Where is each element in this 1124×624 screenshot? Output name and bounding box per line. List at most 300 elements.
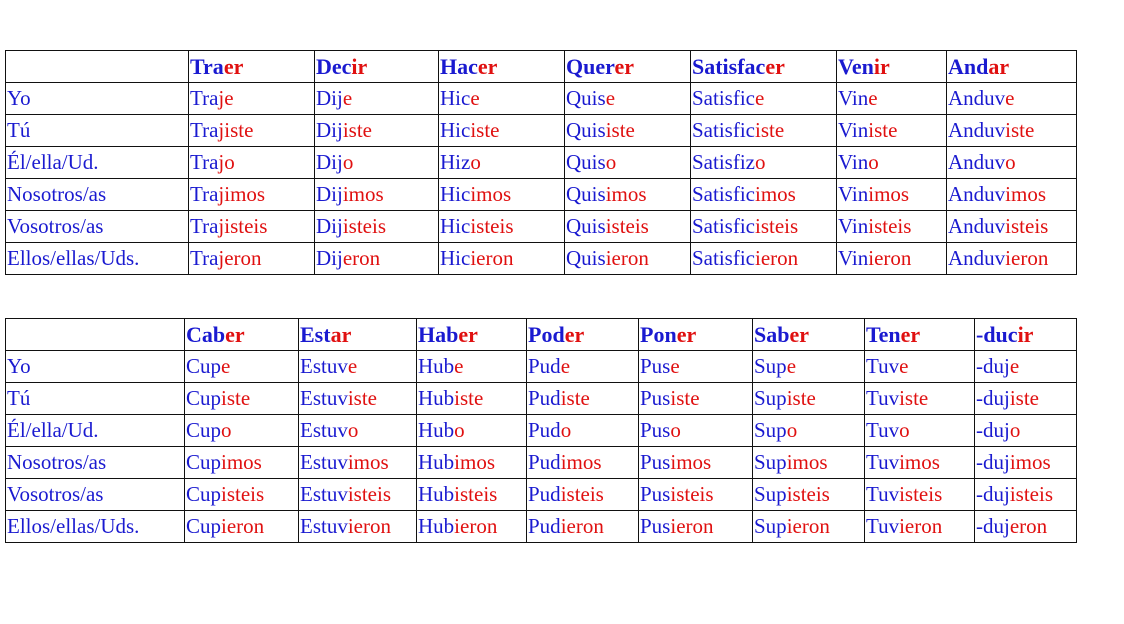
conjugation-cell: [185, 383, 299, 415]
conjugation-cell: [837, 147, 947, 179]
form-ending: eron: [342, 246, 381, 270]
form-stem: Hub: [418, 354, 455, 378]
conjugation-cell: [439, 179, 565, 211]
form-ending: isteis: [605, 214, 649, 238]
form-ending: iste: [560, 386, 590, 410]
infinitive-stem: Ten: [866, 322, 901, 347]
form-ending: iste: [670, 386, 700, 410]
form-stem: Cup: [186, 418, 222, 442]
form-stem: Vin: [838, 246, 869, 270]
pronoun-cell: Yo: [6, 83, 189, 115]
infinitive-ending: ir: [351, 54, 368, 79]
infinitive-stem: Pon: [640, 322, 677, 347]
form-ending: iste: [221, 386, 251, 410]
form-stem: Tra: [190, 150, 219, 174]
form-stem: Estuv: [300, 418, 348, 442]
form-ending: isteis: [470, 214, 514, 238]
preterite-table-1: [5, 50, 1077, 275]
form-stem: Quis: [566, 246, 606, 270]
conjugation-cell: [185, 415, 299, 447]
form-stem: Vin: [838, 86, 869, 110]
pronoun-cell: Ellos/ellas/Uds.: [6, 243, 189, 275]
form-ending: iste: [342, 118, 373, 142]
form-ending: ieron: [560, 514, 604, 538]
preterite-table-2: [5, 318, 1077, 543]
conjugation-cell: [189, 179, 315, 211]
form-stem: Hub: [418, 450, 455, 474]
form-stem: Sup: [754, 418, 787, 442]
form-stem: Satisfic: [692, 86, 755, 110]
form-stem: Tuv: [866, 386, 900, 410]
verb-header-cell: [639, 319, 753, 351]
table-row: [6, 511, 1077, 543]
conjugation-cell: [975, 511, 1077, 543]
form-stem: Sup: [754, 450, 787, 474]
conjugation-cell: [975, 415, 1077, 447]
infinitive-stem: Satisfac: [692, 54, 766, 79]
form-stem: Estuv: [300, 514, 348, 538]
conjugation-cell: [527, 415, 639, 447]
conjugation-cell: [189, 83, 315, 115]
form-stem: Anduv: [948, 118, 1006, 142]
form-ending: eron: [1009, 514, 1048, 538]
form-ending: jiste: [218, 118, 254, 142]
verb-header-cell: [753, 319, 865, 351]
conjugation-cell: [865, 351, 975, 383]
conjugation-cell: [439, 83, 565, 115]
conjugation-cell: [947, 243, 1077, 275]
form-ending: o: [605, 150, 617, 174]
verb-header-cell: [865, 319, 975, 351]
form-ending: ieron: [899, 514, 943, 538]
form-ending: iste: [1005, 118, 1035, 142]
infinitive-stem: -duc: [976, 322, 1018, 347]
form-ending: e: [868, 86, 878, 110]
form-ending: imos: [670, 450, 712, 474]
form-ending: e: [755, 86, 765, 110]
verb-header-cell: [837, 51, 947, 83]
form-stem: Tuv: [866, 514, 900, 538]
form-stem: Quis: [566, 86, 606, 110]
conjugation-cell: [753, 415, 865, 447]
form-stem: Pus: [640, 450, 671, 474]
form-ending: o: [347, 418, 359, 442]
form-ending: imos: [1005, 182, 1047, 206]
form-ending: e: [899, 354, 909, 378]
form-ending: e: [1009, 354, 1020, 378]
form-ending: e: [786, 354, 797, 378]
form-stem: Cup: [186, 514, 222, 538]
form-ending: imos: [560, 450, 602, 474]
form-ending: isteis: [560, 482, 604, 506]
form-ending: imos: [221, 450, 262, 474]
form-ending: imos: [347, 450, 389, 474]
form-ending: isteis: [221, 482, 265, 506]
infinitive-stem: Sab: [754, 322, 790, 347]
verb-header-cell: [527, 319, 639, 351]
form-stem: Estuv: [300, 450, 348, 474]
verb-header-cell: [299, 319, 417, 351]
table-row: [6, 243, 1077, 275]
infinitive-ending: ar: [330, 322, 352, 347]
conjugation-cell: [639, 511, 753, 543]
infinitive-ending: er: [614, 54, 635, 79]
infinitive-ending: ir: [873, 54, 890, 79]
conjugation-cell: [691, 179, 837, 211]
form-stem: Tra: [190, 118, 219, 142]
infinitive-stem: Pod: [528, 322, 565, 347]
form-stem: Sup: [754, 386, 787, 410]
conjugation-cell: [527, 479, 639, 511]
form-ending: e: [470, 86, 480, 110]
corner-cell: [6, 319, 185, 351]
form-ending: iste: [868, 118, 898, 142]
conjugation-cell: [185, 351, 299, 383]
form-ending: iste: [786, 386, 816, 410]
conjugation-cell: [185, 479, 299, 511]
conjugation-cell: [565, 83, 691, 115]
conjugation-cell: [299, 479, 417, 511]
conjugation-cell: [837, 211, 947, 243]
form-ending: ieron: [347, 514, 391, 538]
form-ending: jeron: [218, 246, 262, 270]
pronoun-cell: Vosotros/as: [6, 211, 189, 243]
conjugation-cell: [837, 83, 947, 115]
conjugation-cell: [185, 511, 299, 543]
form-stem: Cup: [186, 482, 222, 506]
form-ending: imos: [786, 450, 828, 474]
form-stem: Hic: [440, 118, 471, 142]
conjugation-cell: [975, 351, 1077, 383]
conjugation-cell: [753, 511, 865, 543]
conjugation-cell: [947, 147, 1077, 179]
infinitive-stem: And: [948, 54, 989, 79]
conjugation-cell: [639, 351, 753, 383]
form-stem: Anduv: [948, 86, 1006, 110]
form-ending: ieron: [221, 514, 265, 538]
verb-header-cell: [947, 51, 1077, 83]
conjugation-cell: [417, 479, 527, 511]
form-ending: o: [786, 418, 798, 442]
verb-header-cell: [315, 51, 439, 83]
conjugation-cell: [753, 447, 865, 479]
conjugation-cell: [691, 147, 837, 179]
infinitive-stem: Quer: [566, 54, 615, 79]
form-stem: -duj: [976, 482, 1010, 506]
form-ending: ieron: [605, 246, 649, 270]
form-stem: Pus: [640, 418, 671, 442]
pronoun-cell: Tú: [6, 115, 189, 147]
form-ending: e: [347, 354, 358, 378]
form-stem: Satisfic: [692, 214, 755, 238]
form-ending: e: [454, 354, 464, 378]
form-ending: imos: [899, 450, 940, 474]
conjugation-cell: [837, 115, 947, 147]
form-stem: Pud: [528, 418, 561, 442]
conjugation-cell: [315, 243, 439, 275]
form-ending: je: [218, 86, 234, 110]
conjugation-cell: [691, 243, 837, 275]
pronoun-cell: Vosotros/as: [6, 479, 185, 511]
conjugation-cell: [865, 511, 975, 543]
pronoun-cell: Ellos/ellas/Uds.: [6, 511, 185, 543]
conjugation-cell: [299, 511, 417, 543]
corner-cell: [6, 51, 189, 83]
infinitive-ending: er: [477, 54, 498, 79]
form-ending: ieron: [470, 246, 514, 270]
form-stem: -duj: [976, 450, 1010, 474]
verb-header-cell: [439, 51, 565, 83]
form-ending: isteis: [786, 482, 830, 506]
table-row: [6, 447, 1077, 479]
form-stem: Satisfiz: [692, 150, 755, 174]
form-stem: Quis: [566, 214, 606, 238]
pronoun-cell: Yo: [6, 351, 185, 383]
table-row: [6, 211, 1077, 243]
form-ending: jisteis: [218, 214, 268, 238]
form-ending: isteis: [755, 214, 799, 238]
form-ending: o: [470, 150, 481, 174]
pronoun-cell: Nosotros/as: [6, 179, 189, 211]
conjugation-cell: [299, 383, 417, 415]
infinitive-ending: er: [676, 322, 697, 347]
infinitive-stem: Tra: [190, 54, 224, 79]
form-ending: isteis: [342, 214, 387, 238]
conjugation-cell: [299, 447, 417, 479]
form-stem: Estuv: [300, 354, 348, 378]
form-stem: Anduv: [948, 150, 1006, 174]
form-ending: ieron: [786, 514, 830, 538]
infinitive-ending: er: [789, 322, 810, 347]
form-ending: e: [670, 354, 680, 378]
form-stem: Hiz: [440, 150, 471, 174]
pronoun-cell: Él/ella/Ud.: [6, 147, 189, 179]
form-stem: Anduv: [948, 246, 1006, 270]
form-stem: Satisfic: [692, 246, 755, 270]
conjugation-cell: [315, 211, 439, 243]
form-ending: e: [605, 86, 616, 110]
form-ending: o: [868, 150, 879, 174]
verb-header-cell: [565, 51, 691, 83]
infinitive-ending: er: [900, 322, 921, 347]
form-ending: isteis: [347, 482, 392, 506]
form-stem: Tra: [190, 214, 219, 238]
table-row: [6, 383, 1077, 415]
form-stem: Hub: [418, 386, 455, 410]
form-stem: Dij: [316, 150, 343, 174]
verb-header-cell: [417, 319, 527, 351]
conjugation-cell: [639, 479, 753, 511]
infinitive-ending: er: [225, 322, 245, 347]
table-row: [6, 479, 1077, 511]
conjugation-cell: [299, 351, 417, 383]
conjugation-cell: [565, 179, 691, 211]
form-stem: Pud: [528, 386, 561, 410]
infinitive-ending: ir: [1017, 322, 1034, 347]
form-stem: Tuv: [866, 418, 900, 442]
conjugation-cell: [753, 351, 865, 383]
verb-header-cell: [691, 51, 837, 83]
form-ending: iste: [454, 386, 484, 410]
conjugation-cell: [947, 179, 1077, 211]
form-stem: Cup: [186, 386, 222, 410]
form-stem: Anduv: [948, 214, 1006, 238]
form-ending: o: [755, 150, 766, 174]
form-stem: Tuv: [866, 354, 900, 378]
conjugation-cell: [315, 147, 439, 179]
form-ending: o: [560, 418, 572, 442]
conjugation-cell: [315, 83, 439, 115]
form-ending: o: [1005, 150, 1016, 174]
conjugation-cell: [865, 479, 975, 511]
conjugation-cell: [527, 351, 639, 383]
conjugation-cell: [439, 147, 565, 179]
conjugation-cell: [947, 83, 1077, 115]
conjugation-cell: [439, 115, 565, 147]
form-ending: jo: [218, 150, 235, 174]
infinitive-ending: er: [458, 322, 478, 347]
table-row: [6, 415, 1077, 447]
form-stem: Pus: [640, 386, 671, 410]
form-stem: -duj: [976, 386, 1010, 410]
header-row: [6, 319, 1077, 351]
form-stem: Quis: [566, 182, 606, 206]
form-ending: o: [670, 418, 681, 442]
table-row: [6, 351, 1077, 383]
form-ending: isteis: [454, 482, 498, 506]
verb-header-cell: [975, 319, 1077, 351]
form-ending: iste: [605, 118, 635, 142]
form-ending: e: [1005, 86, 1015, 110]
form-ending: imos: [342, 182, 384, 206]
form-ending: isteis: [670, 482, 714, 506]
conjugation-cell: [299, 415, 417, 447]
conjugation-cell: [865, 383, 975, 415]
conjugation-cell: [527, 383, 639, 415]
form-stem: Hic: [440, 182, 471, 206]
form-stem: Hub: [418, 514, 455, 538]
conjugation-cell: [527, 511, 639, 543]
infinitive-ending: er: [223, 54, 244, 79]
conjugation-cell: [417, 383, 527, 415]
form-ending: isteis: [1005, 214, 1049, 238]
form-stem: Pud: [528, 450, 561, 474]
conjugation-cell: [975, 479, 1077, 511]
conjugation-cell: [865, 415, 975, 447]
verb-header-cell: [185, 319, 299, 351]
conjugation-cell: [837, 179, 947, 211]
form-stem: Tuv: [866, 482, 900, 506]
table-row: [6, 179, 1077, 211]
form-stem: Pus: [640, 354, 671, 378]
form-ending: imos: [755, 182, 796, 206]
form-stem: Pud: [528, 482, 561, 506]
form-stem: Sup: [754, 514, 787, 538]
form-ending: imos: [605, 182, 647, 206]
conjugation-cell: [189, 211, 315, 243]
form-ending: o: [454, 418, 465, 442]
pronoun-cell: Nosotros/as: [6, 447, 185, 479]
form-stem: Estuv: [300, 482, 348, 506]
conjugation-cell: [417, 351, 527, 383]
form-stem: Pus: [640, 514, 671, 538]
infinitive-stem: Ven: [838, 54, 874, 79]
conjugation-cell: [417, 447, 527, 479]
conjugation-cell: [691, 211, 837, 243]
conjugation-cell: [639, 415, 753, 447]
form-stem: Hic: [440, 86, 471, 110]
form-stem: Dij: [316, 182, 343, 206]
conjugation-cell: [189, 243, 315, 275]
form-stem: Hic: [440, 246, 471, 270]
conjugation-cell: [527, 447, 639, 479]
conjugation-cell: [417, 415, 527, 447]
conjugation-cell: [565, 115, 691, 147]
conjugation-cell: [753, 479, 865, 511]
form-stem: -duj: [976, 418, 1010, 442]
form-ending: o: [1009, 418, 1021, 442]
form-stem: Satisfic: [692, 118, 755, 142]
form-stem: Pud: [528, 354, 561, 378]
form-ending: jimos: [218, 182, 266, 206]
form-stem: Hub: [418, 418, 455, 442]
conjugation-cell: [189, 115, 315, 147]
conjugation-cell: [947, 211, 1077, 243]
conjugation-cell: [691, 115, 837, 147]
form-stem: -duj: [976, 354, 1010, 378]
conjugation-cell: [753, 383, 865, 415]
conjugation-cell: [947, 115, 1077, 147]
form-stem: Estuv: [300, 386, 348, 410]
form-ending: imos: [1009, 450, 1051, 474]
form-ending: imos: [868, 182, 910, 206]
conjugation-cell: [865, 447, 975, 479]
form-stem: Pud: [528, 514, 561, 538]
conjugation-cell: [439, 243, 565, 275]
infinitive-ending: er: [765, 54, 785, 79]
form-ending: ieron: [1005, 246, 1049, 270]
table-row: [6, 147, 1077, 179]
form-ending: o: [342, 150, 354, 174]
form-ending: iste: [755, 118, 785, 142]
infinitive-stem: Est: [300, 322, 331, 347]
table-row: [6, 115, 1077, 147]
form-stem: Dij: [316, 214, 343, 238]
form-ending: imos: [454, 450, 496, 474]
form-stem: Tra: [190, 182, 219, 206]
form-ending: ieron: [670, 514, 714, 538]
conjugation-cell: [639, 447, 753, 479]
form-ending: ieron: [755, 246, 799, 270]
conjugation-cell: [315, 179, 439, 211]
conjugation-cell: [975, 383, 1077, 415]
form-ending: o: [899, 418, 910, 442]
form-stem: Cup: [186, 354, 222, 378]
form-ending: isteis: [899, 482, 943, 506]
form-stem: Pus: [640, 482, 671, 506]
form-stem: Vin: [838, 150, 869, 174]
conjugation-cell: [185, 447, 299, 479]
form-ending: ieron: [868, 246, 912, 270]
form-ending: iste: [470, 118, 500, 142]
conjugation-cell: [189, 147, 315, 179]
form-stem: Vin: [838, 214, 869, 238]
conjugation-cell: [691, 83, 837, 115]
infinitive-stem: Dec: [316, 54, 352, 79]
conjugation-cell: [565, 243, 691, 275]
conjugation-cell: [837, 243, 947, 275]
pronoun-cell: Tú: [6, 383, 185, 415]
